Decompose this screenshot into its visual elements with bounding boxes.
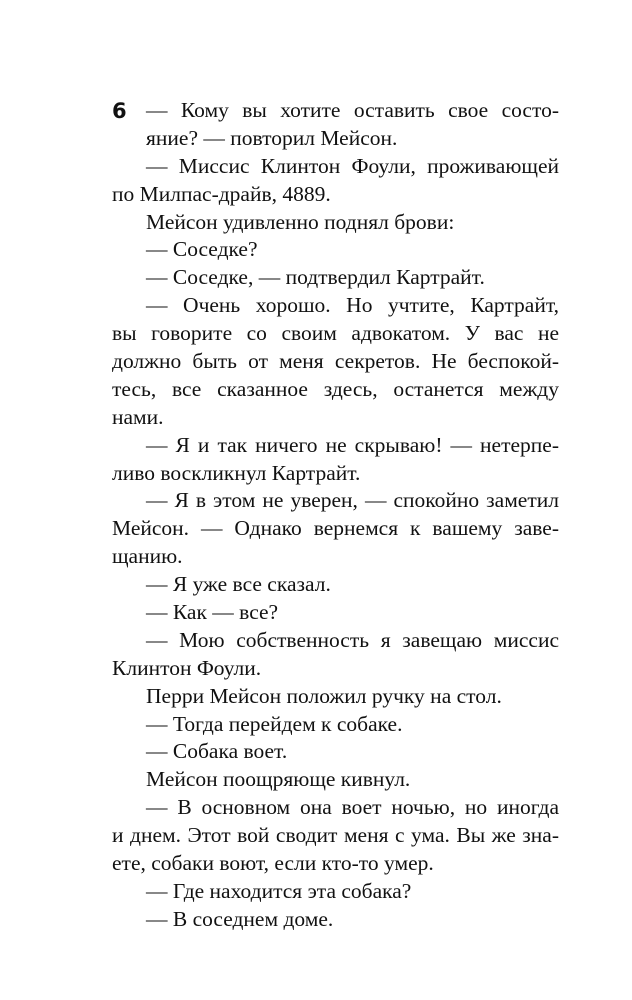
text-line: Мейсон поощряюще кивнул. [146,767,411,792]
body-text [112,97,559,934]
text-line: — Тогда перейдем к собаке. [146,711,403,736]
text-line: — Я в этом не уверен, — спокойно заметил [146,488,559,513]
page-number: 6 [112,99,127,123]
text-line: — Очень хорошо. Но учтите, Картрайт, [146,293,559,318]
text-line: Мейсон. — Однако вернемся к вашему заве- [112,516,559,541]
text-line: нами. [112,404,164,429]
text-line: — Собака воет. [146,739,288,764]
text-line: по Милпас-драйв, 4889. [112,181,331,206]
text-line: — В основном она воет ночью, но иногда [146,795,559,820]
text-line: должно быть от меня секретов. Не беспокой- [112,349,559,374]
text-line: яние? — повторил Мейсон. [146,125,398,150]
text-line: — Мою собственность я завещаю миссис [146,627,559,652]
text-line: — Я уже все сказал. [146,572,331,597]
text-line: — Миссис Клинтон Фоули, проживающей [146,153,559,178]
text-line: Клинтон Фоули. [112,655,262,680]
text-line: — Соседке, — подтвердил Картрайт. [146,265,485,290]
text-line: щанию. [112,544,183,569]
text-line: вы говорите со своим адвокатом. У вас не [112,321,559,346]
text-line: ливо воскликнул Картрайт. [112,460,361,485]
text-line: — Где находится эта собака? [146,878,412,903]
text-line: Перри Мейсон положил ручку на стол. [146,683,502,708]
text-line: — В соседнем доме. [146,906,334,931]
text-line: — Соседке? [146,237,258,262]
text-line: — Как — все? [146,600,279,625]
text-line: Мейсон удивленно поднял брови: [146,209,455,234]
text-line: — Кому вы хотите оставить свое состо- [146,98,559,122]
text-line: тесь, все сказанное здесь, останется между [112,376,559,401]
text-line: — Я и так ничего не скрываю! — нетерпе- [146,432,559,457]
text-line: ете, собаки воют, если кто-то умер. [112,851,434,876]
text-line: и днем. Этот вой сводит меня с ума. Вы же зна- [112,823,559,848]
